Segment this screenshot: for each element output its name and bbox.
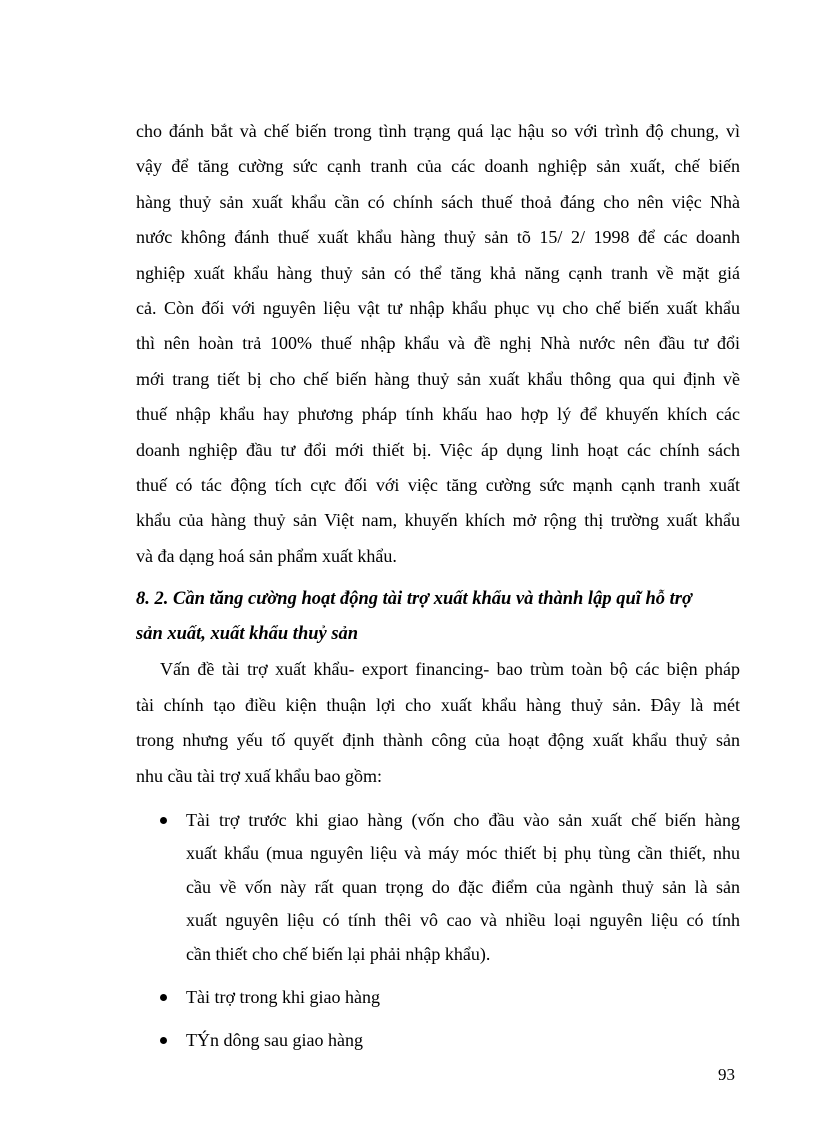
text-line: TÝn dông sau giao hàng	[186, 1030, 363, 1051]
bullet-icon	[160, 1037, 167, 1044]
heading-line: 8. 2. Cần tăng cường hoạt động tài trợ xuất khẩu và thành lập quĩ hỗ trợ	[136, 589, 692, 610]
page-number: 93	[718, 1065, 735, 1084]
text-line: nước không đánh thuế xuất khẩu hàng thuỷ sản tõ 15/ 2/ 1998 để các doanh	[136, 227, 740, 248]
text-line: thì nên hoàn trả 100% thuế nhập khẩu và đề nghị Nhà nước nên đầu tư đổi	[136, 333, 740, 354]
text-line: doanh nghiệp đầu tư đổi mới thiết bị. Việc áp dụng linh hoạt các chính sách	[136, 439, 740, 460]
section-paragraph	[136, 652, 740, 794]
text-line: cả. Còn đối với nguyên liệu vật tư nhập khẩu phục vụ cho chế biến xuất khẩu	[136, 298, 740, 319]
bullet-icon	[160, 817, 167, 824]
text-line: hàng thuỷ sản xuất khẩu cần có chính sách thuế thoả đáng cho nên việc Nhà	[136, 191, 740, 212]
text-line: tài chính tạo điều kiện thuận lợi cho xuất khẩu hàng thuỷ sản. Đây là mét	[136, 694, 740, 715]
bullet-icon	[160, 994, 167, 1001]
text-line: cầu về vốn này rất quan trọng do đặc điểm của ngành thuỷ sản là sản	[186, 876, 740, 897]
text-line: và đa dạng hoá sản phẩm xuất khẩu.	[136, 545, 397, 566]
text-line: cho đánh bắt và chế biến trong tình trạng quá lạc hậu so với trình độ chung, vì	[136, 121, 740, 141]
list-item	[136, 1024, 740, 1057]
text-line: thuế có tác động tích cực đối với việc tăng cường sức mạnh cạnh tranh xuất	[136, 475, 740, 496]
intro-paragraph	[136, 114, 740, 574]
text-line: Tài trợ trong khi giao hàng	[186, 986, 380, 1007]
list-item	[136, 981, 740, 1014]
list-item	[136, 804, 740, 971]
document-page	[136, 114, 740, 1068]
text-line: xuất khẩu (mua nguyên liệu và máy móc thiết bị phụ tùng cần thiết, nhu	[186, 843, 740, 864]
section-heading	[136, 582, 740, 652]
text-line: nhu cầu tài trợ xuấ khẩu bao gồm:	[136, 765, 382, 786]
text-line: Vấn đề tài trợ xuất khẩu- export financing- bao trùm toàn bộ các biện pháp	[160, 659, 740, 680]
text-line: xuất nguyên liệu có tính thêi vô cao và nhiều loại nguyên liệu có tính	[186, 910, 740, 931]
text-line: mới trang tiết bị cho chế biến hàng thuỷ sản xuất khẩu thông qua qui định về	[136, 368, 740, 389]
text-line: Tài trợ trước khi giao hàng (vốn cho đầu vào sản xuất chế biến hàng	[186, 809, 740, 830]
text-line: thuế nhập khẩu hay phương pháp tính khấu hao hợp lý để khuyến khích các	[136, 404, 740, 425]
text-line: cần thiết cho chế biến lại phải nhập khẩu).	[186, 943, 491, 964]
text-line: khẩu của hàng thuỷ sản Việt nam, khuyến khích mở rộng thị trường xuất khẩu	[136, 510, 740, 531]
text-line: trong nhưng yếu tố quyết định thành công của hoạt động xuất khẩu thuỷ sản	[136, 730, 740, 751]
bullet-list	[136, 804, 740, 1058]
text-line: vậy để tăng cường sức cạnh tranh của các doanh nghiệp sản xuất, chế biến	[136, 156, 740, 177]
heading-line: sản xuất, xuất khẩu thuỷ sản	[136, 624, 359, 645]
text-line: nghiệp xuất khẩu hàng thuỷ sản có thể tăng khả năng cạnh tranh về mặt giá	[136, 262, 740, 283]
